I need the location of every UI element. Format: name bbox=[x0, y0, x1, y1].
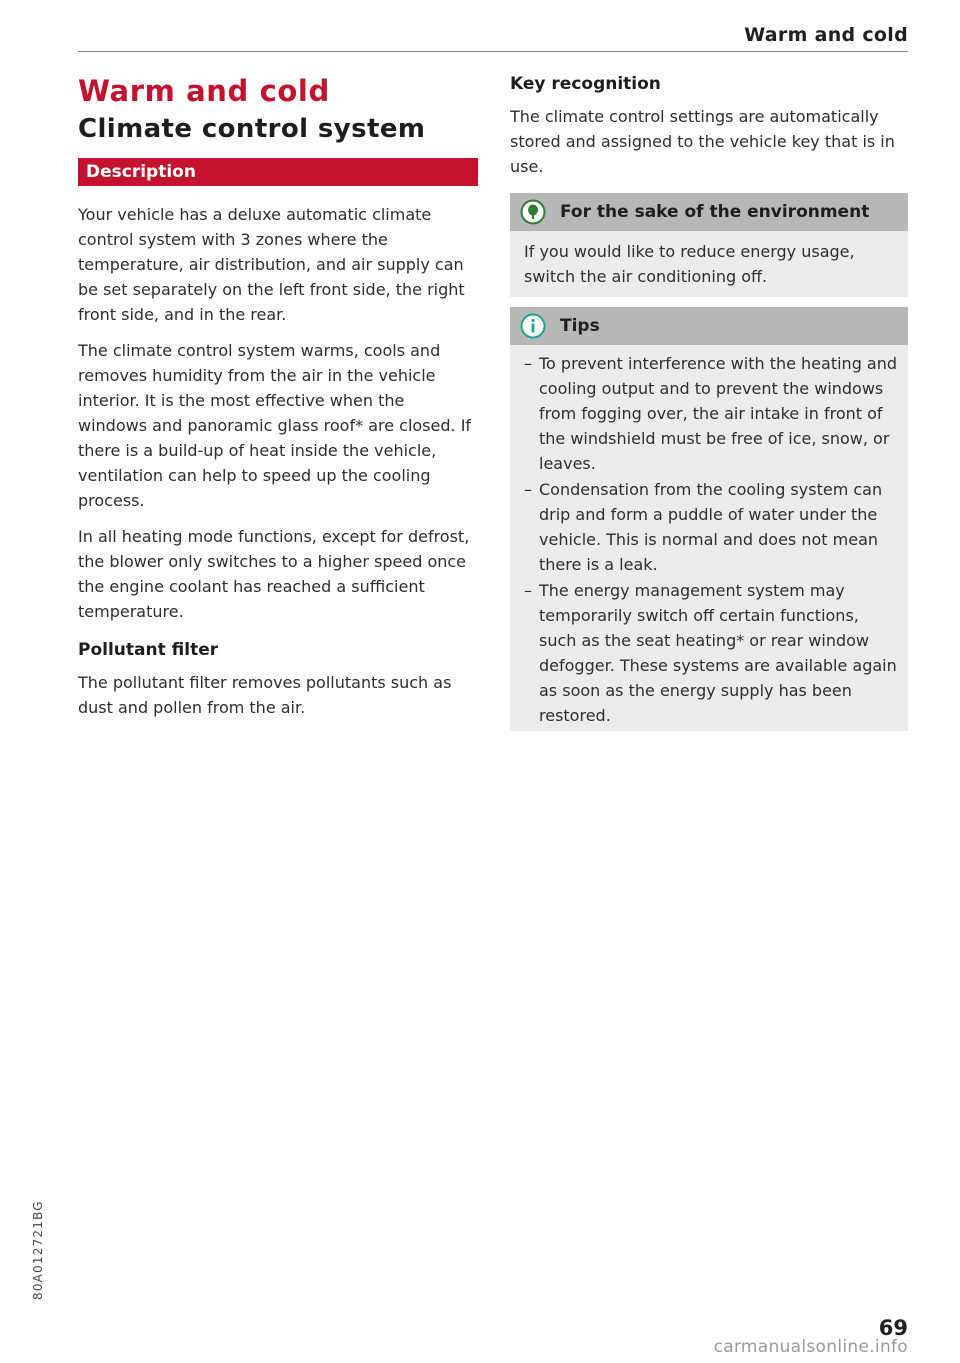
key-recognition-text: The climate control settings are automatically stored and assigned to the vehicle key that is in use. bbox=[510, 107, 895, 176]
pollutant-filter-text: The pollutant filter removes pollutants such as dust and pollen from the air. bbox=[78, 673, 452, 717]
paragraph-zones: Your vehicle has a deluxe automatic climate control system with 3 zones where the temperature, air distribution, and air supply can be set separately on the left front side, the right front side, and in the rear. bbox=[78, 205, 465, 324]
tip-item: – The energy management system may temporarily switch off certain functions, such as the seat heating* or rear window defogger. These systems are available again as soon as the energy supply has been restored. bbox=[524, 578, 898, 728]
watermark-text: carmanualsonline.info bbox=[713, 1337, 908, 1357]
header-divider bbox=[78, 51, 908, 52]
environment-box-header bbox=[510, 193, 908, 231]
paragraph-function: The climate control system warms, cools and removes humidity from the air in the vehicle interior. It is the most effective when the windows and panoramic glass roof* are closed. If there is a build-up of heat inside the vehicle, ventilation can help to speed up the cooling process. bbox=[78, 341, 472, 510]
paragraph-heating-mode: In all heating mode functions, except for defrost, the blower only switches to a higher speed once the engine coolant has reached a sufficient temperature. bbox=[78, 527, 470, 621]
info-icon bbox=[520, 313, 546, 339]
left-column bbox=[78, 70, 478, 731]
tip-item: – Condensation from the cooling system can drip and form a puddle of water under the vehicle. This is normal and does not mean there is a leak. bbox=[524, 477, 898, 577]
environment-box bbox=[510, 193, 908, 297]
environment-box-body bbox=[510, 231, 908, 297]
environment-box-title: For the sake of the environment bbox=[560, 202, 870, 222]
section-title: Climate control system bbox=[78, 114, 426, 144]
tips-box bbox=[510, 307, 908, 731]
tips-list bbox=[510, 345, 908, 731]
pollutant-filter-heading: Pollutant filter bbox=[78, 640, 219, 660]
right-column bbox=[510, 70, 908, 741]
tip-item: – To prevent interference with the heating and cooling output and to prevent the windows from fogging over, the air intake in front of the windshield must be free of ice, snow, or leaves. bbox=[524, 351, 898, 476]
tips-box-header bbox=[510, 307, 908, 345]
description-bar: Description bbox=[78, 158, 478, 186]
environment-text: If you would like to reduce energy usage, switch the air conditioning off. bbox=[524, 242, 855, 286]
document-code: 80A012721BG bbox=[31, 1200, 45, 1300]
environment-leaf-icon bbox=[520, 199, 546, 225]
running-header-title: Warm and cold bbox=[744, 24, 908, 46]
chapter-title: Warm and cold bbox=[78, 74, 330, 108]
tips-box-title: Tips bbox=[560, 316, 600, 336]
key-recognition-heading: Key recognition bbox=[510, 74, 661, 94]
page-number: 69 bbox=[878, 1316, 908, 1340]
